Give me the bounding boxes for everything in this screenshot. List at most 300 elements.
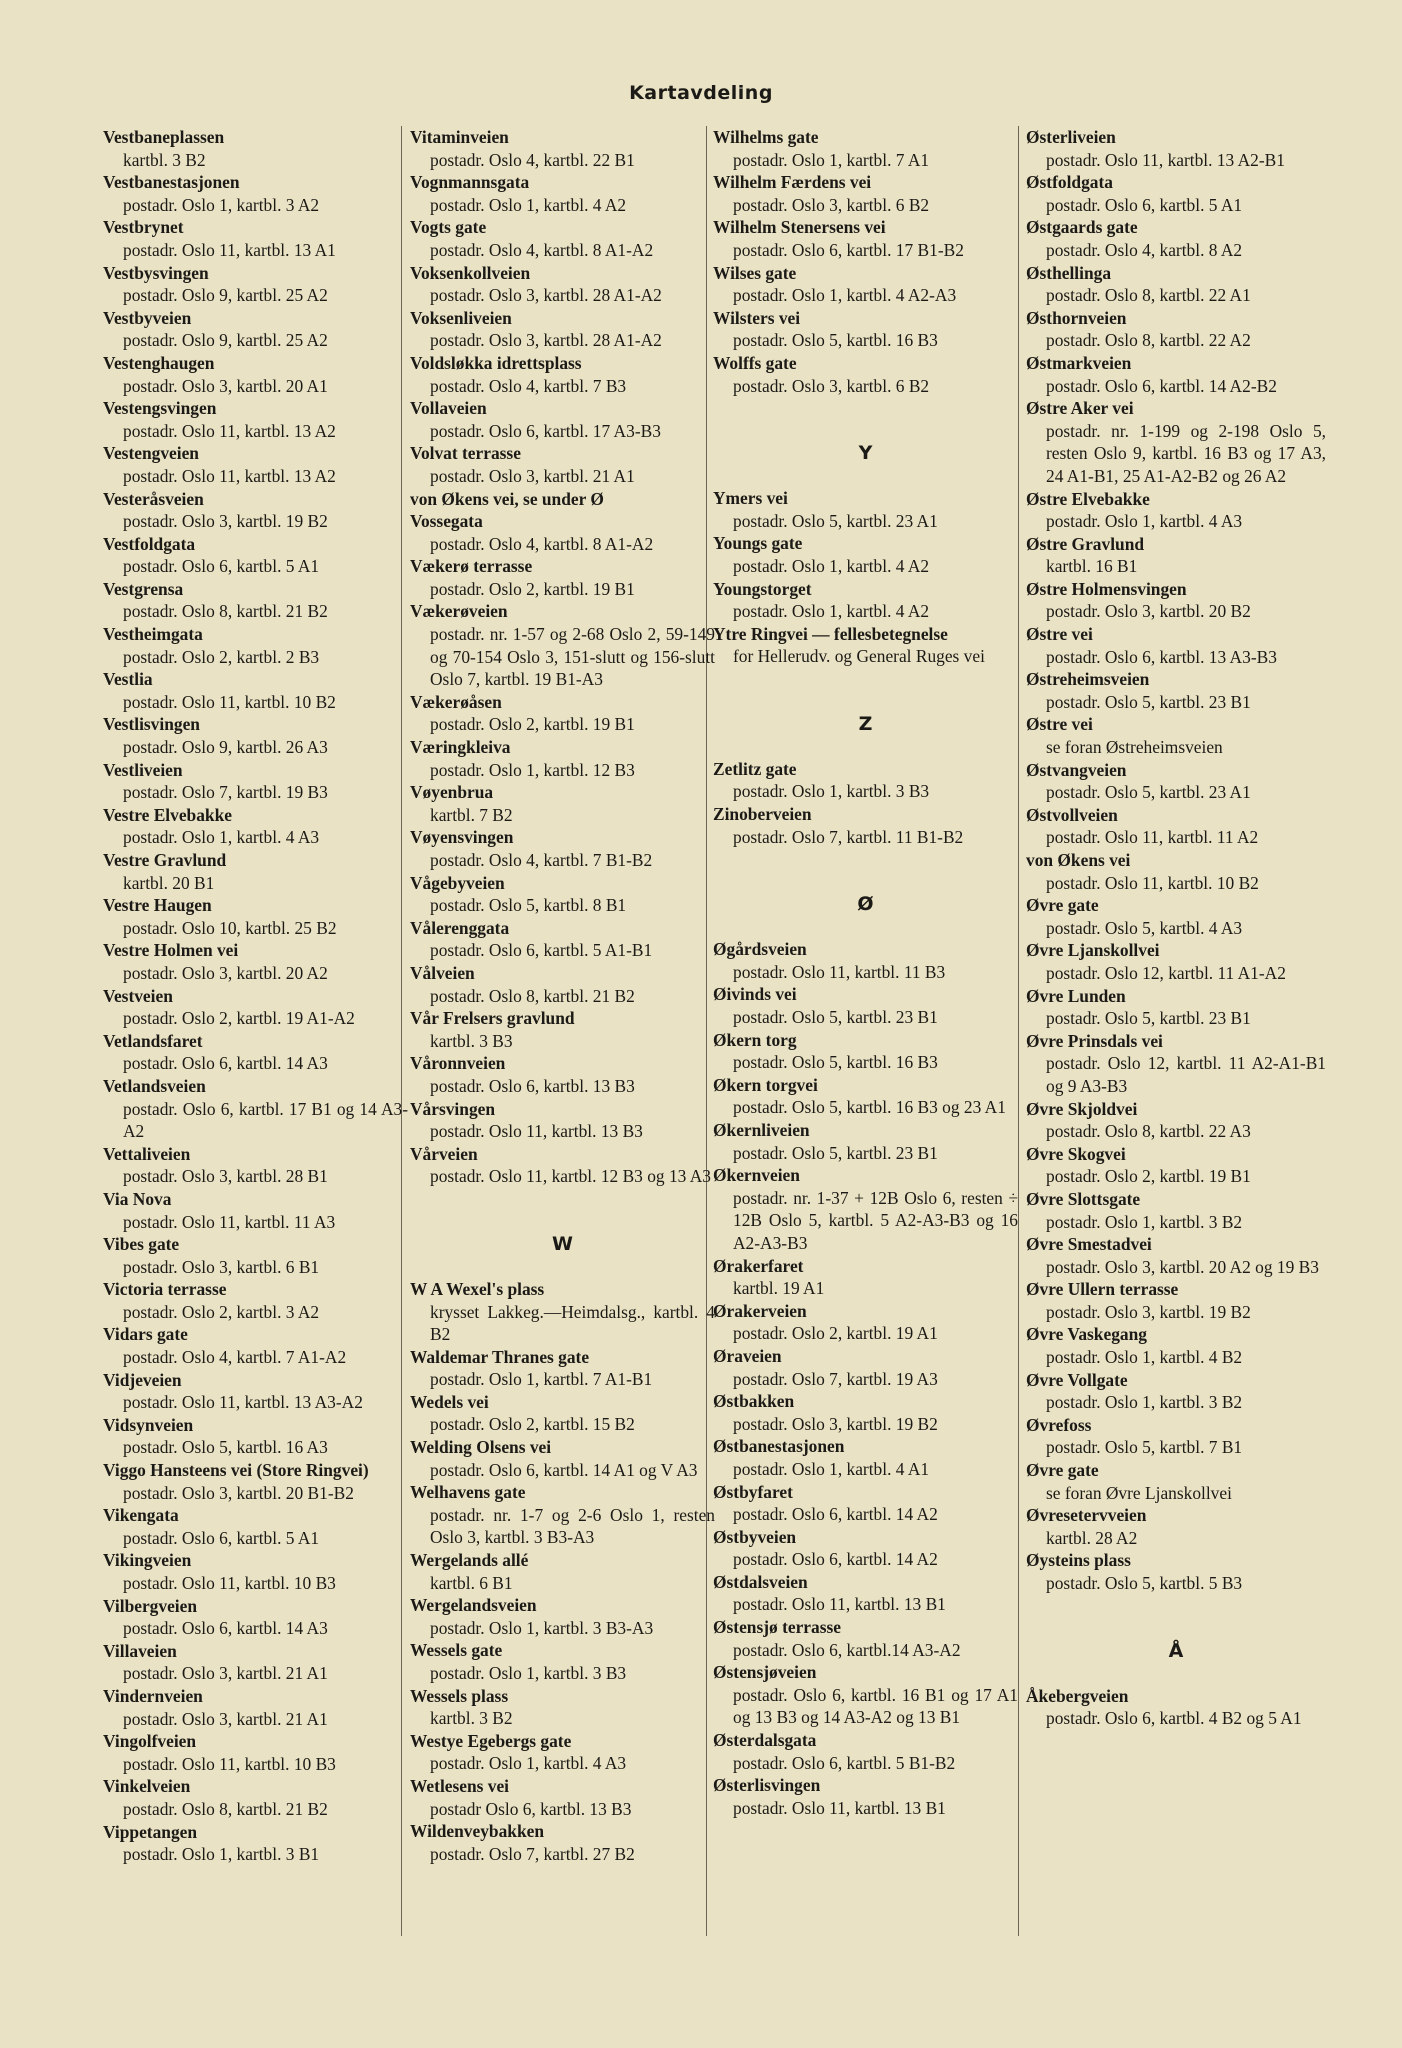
street-address: postadr. Oslo 5, kartbl. 23 B1 xyxy=(733,1007,938,1028)
street-entry xyxy=(410,1594,715,1639)
street-entry xyxy=(1026,1143,1326,1188)
street-entry xyxy=(1026,894,1326,939)
street-address: postadr. Oslo 11, kartbl. 12 B3 og 13 A3 xyxy=(430,1166,711,1187)
street-address: se foran Øvre Ljanskollvei xyxy=(1046,1482,1232,1503)
street-entry xyxy=(713,938,1018,983)
street-address: postadr. Oslo 3, kartbl. 21 A1 xyxy=(123,1708,328,1729)
street-entry xyxy=(103,352,408,397)
street-address: postadr. Oslo 3, kartbl. 28 A1-A2 xyxy=(430,285,662,306)
street-address: postadr. Oslo 1, kartbl. 7 A1-B1 xyxy=(430,1369,653,1390)
street-entry xyxy=(103,939,408,984)
street-name: Vingolfveien xyxy=(103,1731,197,1752)
street-name: Youngstorget xyxy=(713,578,812,599)
street-address: kartbl. 3 B3 xyxy=(430,1030,513,1051)
street-address: postadr Oslo 6, kartbl. 13 B3 xyxy=(430,1798,632,1819)
street-name: Østensjøveien xyxy=(713,1662,817,1683)
street-address: postadr. Oslo 3, kartbl. 20 B2 xyxy=(1046,601,1251,622)
street-address: postadr. Oslo 3, kartbl. 19 B2 xyxy=(123,511,328,532)
street-entry xyxy=(410,1820,715,1865)
street-address: postadr. Oslo 5, kartbl. 8 B1 xyxy=(430,895,627,916)
street-address: postadr. Oslo 8, kartbl. 21 B2 xyxy=(123,1798,328,1819)
street-entry xyxy=(410,442,715,487)
street-name: Østbakken xyxy=(713,1391,795,1412)
street-entry xyxy=(1026,985,1326,1030)
street-address: postadr. Oslo 5, kartbl. 23 A1 xyxy=(1046,782,1251,803)
street-entry xyxy=(713,1571,1018,1616)
street-entry xyxy=(103,1640,408,1685)
street-entry xyxy=(103,171,408,216)
street-entry xyxy=(103,578,408,623)
street-entry xyxy=(1026,1278,1326,1323)
street-entry xyxy=(1026,623,1326,668)
street-name: Voksenkollveien xyxy=(410,262,531,283)
street-entry xyxy=(1026,262,1326,307)
street-entry xyxy=(713,623,1018,668)
street-address: postadr. Oslo 2, kartbl. 15 B2 xyxy=(430,1414,635,1435)
page-title: Kartavdeling xyxy=(629,82,773,104)
street-name: Vestre Holmen vei xyxy=(103,940,239,961)
street-entry xyxy=(713,1119,1018,1164)
street-address: postadr. Oslo 8, kartbl. 21 B2 xyxy=(123,601,328,622)
street-name: Øvre gate xyxy=(1026,895,1099,916)
street-entry xyxy=(1026,713,1326,758)
street-entry xyxy=(410,1278,715,1346)
street-name: Vidsynveien xyxy=(103,1414,194,1435)
street-entry xyxy=(713,1774,1018,1819)
street-address: postadr. Oslo 2, kartbl. 19 A1-A2 xyxy=(123,1008,355,1029)
street-entry xyxy=(1026,578,1326,623)
street-entry xyxy=(103,1414,408,1459)
street-address: postadr. Oslo 3, kartbl. 20 A2 og 19 B3 xyxy=(1046,1256,1319,1277)
street-entry xyxy=(1026,307,1326,352)
street-name: Wilhelms gate xyxy=(713,127,819,147)
street-entry xyxy=(1026,1549,1326,1594)
street-name: Østvollveien xyxy=(1026,804,1118,825)
street-entry xyxy=(713,1345,1018,1390)
street-name: Vestre Haugen xyxy=(103,895,212,916)
street-name: Østre Aker vei xyxy=(1026,398,1134,419)
street-address: postadr. Oslo 7, kartbl. 11 B1-B2 xyxy=(733,826,964,847)
street-name: Økern torgvei xyxy=(713,1074,818,1095)
street-entry xyxy=(103,262,408,307)
street-name: Wilhelm Færdens vei xyxy=(713,172,872,193)
street-entry xyxy=(1026,804,1326,849)
street-entry xyxy=(713,1435,1018,1480)
street-name: Vollaveien xyxy=(410,398,487,419)
street-entry xyxy=(713,1481,1018,1526)
street-entry xyxy=(410,872,715,917)
street-address: postadr. Oslo 4, kartbl. 22 B1 xyxy=(430,149,635,170)
street-name: Vidars gate xyxy=(103,1324,188,1345)
street-name: Østre Holmensvingen xyxy=(1026,578,1187,599)
street-name: Wergelandsveien xyxy=(410,1595,537,1616)
street-name: Ytre Ringvei — fellesbetegnelse xyxy=(713,623,948,644)
street-name: Østerdalsgata xyxy=(713,1730,817,1751)
street-name: Wessels plass xyxy=(410,1685,509,1706)
street-name: Vårveien xyxy=(410,1143,478,1164)
street-entry xyxy=(103,1278,408,1323)
street-name: W A Wexel's plass xyxy=(410,1278,545,1299)
street-name: Vestre Gravlund xyxy=(103,850,227,870)
street-address: postadr. Oslo 3, kartbl. 21 A1 xyxy=(430,465,635,486)
street-entry xyxy=(410,1052,715,1097)
street-address: postadr. nr. 1-57 og 2-68 Oslo 2, 59-149 og 70-154 Oslo 3, 151-slutt og 156-slutt Oslo 7, kartbl. 19 B1-A3 xyxy=(430,624,715,690)
street-address: postadr. Oslo 6, kartbl. 16 B1 og 17 A1 og 13 B3 og 14 A3-A2 og 13 B1 xyxy=(733,1684,1018,1728)
street-address: postadr. Oslo 2, kartbl. 19 A1 xyxy=(733,1323,938,1344)
street-entry xyxy=(103,1233,408,1278)
street-address: postadr. Oslo 6, kartbl. 5 A1 xyxy=(123,556,320,577)
section-spacer xyxy=(713,848,1018,882)
street-name: von Økens vei, se under Ø xyxy=(410,488,604,509)
street-entry xyxy=(1026,1459,1326,1504)
section-spacer xyxy=(713,668,1018,702)
street-entry xyxy=(1026,126,1326,171)
street-entry xyxy=(1026,352,1326,397)
street-address: kartbl. 28 A2 xyxy=(1046,1527,1138,1548)
street-name: Østbanestasjonen xyxy=(713,1436,845,1457)
street-name: Vårsvingen xyxy=(410,1098,496,1119)
street-address: krysset Lakkeg.—Heimdalsg., kartbl. 4 B2 xyxy=(430,1301,715,1345)
street-name: Wergelands allé xyxy=(410,1550,529,1571)
street-address: postadr. Oslo 3, kartbl. 19 B2 xyxy=(733,1413,938,1434)
street-entry xyxy=(410,488,715,511)
street-name: Vikingveien xyxy=(103,1550,192,1571)
street-entry xyxy=(103,1549,408,1594)
street-name: Østbyveien xyxy=(713,1526,797,1547)
street-name: Vækerøåsen xyxy=(410,691,502,712)
street-name: Østerlisvingen xyxy=(713,1775,821,1796)
street-address: postadr. Oslo 6, kartbl. 17 A3-B3 xyxy=(430,420,661,441)
street-name: Vålveien xyxy=(410,962,475,983)
street-name: Vålerenggata xyxy=(410,917,510,938)
street-name: Vestheimgata xyxy=(103,624,203,645)
street-address: postadr. Oslo 3, kartbl. 21 A1 xyxy=(123,1663,328,1684)
street-entry xyxy=(1026,533,1326,578)
street-name: Vetlandsfaret xyxy=(103,1030,203,1051)
street-entry xyxy=(410,1730,715,1775)
street-entry xyxy=(103,1030,408,1075)
street-address: postadr. Oslo 5, kartbl. 23 B1 xyxy=(733,1142,938,1163)
street-address: postadr. Oslo 6, kartbl. 14 A2-B2 xyxy=(1046,375,1277,396)
street-address: postadr. Oslo 9, kartbl. 25 A2 xyxy=(123,330,328,351)
street-name: Vestfoldgata xyxy=(103,533,196,554)
street-entry xyxy=(713,1164,1018,1254)
street-name: Øvre Prinsdals vei xyxy=(1026,1030,1163,1051)
section-spacer xyxy=(713,397,1018,431)
street-entry xyxy=(410,1481,715,1549)
street-entry xyxy=(410,917,715,962)
street-entry xyxy=(103,894,408,939)
street-address: kartbl. 6 B1 xyxy=(430,1572,513,1593)
street-address: kartbl. 7 B2 xyxy=(430,804,513,825)
street-address: postadr. Oslo 4, kartbl. 8 A1-A2 xyxy=(430,533,654,554)
street-address: postadr. Oslo 10, kartbl. 25 B2 xyxy=(123,917,337,938)
street-entry xyxy=(1026,1369,1326,1414)
section-letter: Å xyxy=(1168,1639,1184,1662)
street-address: postadr. Oslo 4, kartbl. 7 B1-B2 xyxy=(430,850,653,870)
street-entry xyxy=(103,397,408,442)
street-entry xyxy=(410,691,715,736)
street-address: postadr. nr. 1-37 + 12B Oslo 6, resten ÷ 12B Oslo 5, kartbl. 5 A2-A3-B3 og 16 A2-A3-B3 xyxy=(733,1187,1018,1253)
street-name: Vesteråsveien xyxy=(103,488,204,509)
street-address: postadr. Oslo 1, kartbl. 4 A3 xyxy=(430,1753,627,1774)
street-name: Vøyenbrua xyxy=(410,782,494,803)
street-name: Vognmannsgata xyxy=(410,172,530,193)
street-address: postadr. Oslo 6, kartbl. 17 B1 og 14 A3-A2 xyxy=(123,1098,408,1142)
street-entry xyxy=(713,1661,1018,1729)
street-entry xyxy=(410,1346,715,1391)
street-address: postadr. Oslo 8, kartbl. 22 A1 xyxy=(1046,285,1251,306)
street-address: postadr. Oslo 5, kartbl. 16 B3 xyxy=(733,330,938,351)
street-entry xyxy=(713,1300,1018,1345)
directory-column-2 xyxy=(410,126,715,1865)
street-entry xyxy=(1026,1504,1326,1549)
street-entry xyxy=(410,352,715,397)
street-entry xyxy=(713,532,1018,577)
street-address: postadr. Oslo 5, kartbl. 23 B1 xyxy=(1046,1008,1251,1029)
column-divider xyxy=(1018,126,1019,1936)
street-address: postadr. Oslo 1, kartbl. 12 B3 xyxy=(430,759,635,780)
street-name: Øivinds vei xyxy=(713,984,797,1005)
street-name: Viggo Hansteens vei (Store Ringvei) xyxy=(103,1460,369,1481)
street-name: Victoria terrasse xyxy=(103,1279,227,1300)
street-name: Ørakerfaret xyxy=(713,1255,804,1276)
street-address: postadr. Oslo 1, kartbl. 4 B2 xyxy=(1046,1347,1243,1368)
street-name: Vestengsvingen xyxy=(103,398,217,419)
street-entry xyxy=(103,442,408,487)
street-entry xyxy=(713,803,1018,848)
street-address: postadr. Oslo 8, kartbl. 22 A2 xyxy=(1046,330,1251,351)
street-name: Øvre Slottsgate xyxy=(1026,1188,1141,1209)
street-name: Vøyensvingen xyxy=(410,827,514,848)
street-address: kartbl. 20 B1 xyxy=(123,872,215,893)
street-address: postadr. Oslo 5, kartbl. 23 A1 xyxy=(733,510,938,531)
street-address: postadr. Oslo 11, kartbl. 10 B3 xyxy=(123,1753,336,1774)
street-entry xyxy=(103,1143,408,1188)
directory-column-3 xyxy=(713,126,1018,1819)
street-name: Østvangveien xyxy=(1026,759,1127,780)
street-address: postadr. Oslo 1, kartbl. 4 A3 xyxy=(123,827,320,848)
street-entry xyxy=(410,1436,715,1481)
street-address: kartbl. 16 B1 xyxy=(1046,556,1138,577)
street-name: Vippetangen xyxy=(103,1821,198,1842)
street-name: Waldemar Thranes gate xyxy=(410,1346,590,1367)
street-name: Vår Frelsers gravlund xyxy=(410,1008,575,1029)
street-name: Østre Gravlund xyxy=(1026,533,1145,554)
street-entry xyxy=(103,307,408,352)
street-address: for Hellerudv. og General Ruges vei xyxy=(733,646,985,667)
street-entry xyxy=(103,1821,408,1866)
street-name: Vinkelveien xyxy=(103,1776,191,1797)
street-entry xyxy=(103,1369,408,1414)
street-name: Vestbaneplassen xyxy=(103,127,225,147)
section-spacer xyxy=(713,926,1018,938)
section-spacer xyxy=(410,1266,715,1278)
street-entry xyxy=(713,262,1018,307)
street-name: Vilbergveien xyxy=(103,1595,198,1616)
street-address: postadr. Oslo 7, kartbl. 19 B3 xyxy=(123,782,328,803)
street-entry xyxy=(103,533,408,578)
street-name: Østdalsveien xyxy=(713,1571,808,1592)
section-spacer xyxy=(713,746,1018,758)
street-name: Østensjø terrasse xyxy=(713,1617,841,1638)
street-entry xyxy=(103,1730,408,1775)
street-name: Wilses gate xyxy=(713,262,797,283)
street-name: Welhavens gate xyxy=(410,1482,526,1503)
street-entry xyxy=(1026,1414,1326,1459)
street-name: Økernveien xyxy=(713,1165,800,1186)
street-entry xyxy=(410,171,715,216)
street-entry xyxy=(410,1549,715,1594)
street-address: postadr. Oslo 1, kartbl. 4 A2 xyxy=(733,555,930,576)
street-address: postadr. Oslo 1, kartbl. 7 A1 xyxy=(733,149,930,170)
street-entry xyxy=(103,759,408,804)
street-entry xyxy=(1026,488,1326,533)
street-name: Vettaliveien xyxy=(103,1143,191,1164)
street-address: postadr. Oslo 5, kartbl. 7 B1 xyxy=(1046,1437,1243,1458)
street-name: Øvre Smestadvei xyxy=(1026,1234,1152,1255)
street-address: postadr. Oslo 6, kartbl. 13 A3-B3 xyxy=(1046,646,1277,667)
street-entry xyxy=(410,1098,715,1143)
street-entry xyxy=(713,578,1018,623)
street-address: postadr. Oslo 4, kartbl. 7 B3 xyxy=(430,375,627,396)
street-address: postadr. Oslo 7, kartbl. 27 B2 xyxy=(430,1843,635,1864)
street-name: Vestveien xyxy=(103,985,173,1006)
street-address: postadr. Oslo 11, kartbl. 13 A2-B1 xyxy=(1046,149,1285,170)
street-name: Volvat terrasse xyxy=(410,443,521,464)
street-address: postadr. nr. 1-7 og 2-6 Oslo 1, resten Oslo 3, kartbl. 3 B3-A3 xyxy=(430,1504,715,1548)
street-entry xyxy=(103,1188,408,1233)
street-address: postadr. Oslo 2, kartbl. 19 B1 xyxy=(430,714,635,735)
street-address: kartbl. 3 B2 xyxy=(430,1708,513,1729)
street-address: postadr. Oslo 1, kartbl. 3 B2 xyxy=(1046,1392,1243,1413)
street-name: Youngs gate xyxy=(713,533,803,554)
street-name: Westye Egebergs gate xyxy=(410,1730,572,1751)
street-entry xyxy=(103,1685,408,1730)
street-name: Vestbrynet xyxy=(103,217,184,238)
directory-column-4 xyxy=(1026,126,1326,1730)
street-name: Vågebyveien xyxy=(410,872,505,893)
street-name: Væringkleiva xyxy=(410,737,511,758)
street-address: postadr. Oslo 11, kartbl. 13 B3 xyxy=(430,1121,643,1142)
street-name: Ymers vei xyxy=(713,488,788,509)
street-address: kartbl. 3 B2 xyxy=(123,149,206,170)
street-name: Welding Olsens vei xyxy=(410,1437,552,1458)
street-address: postadr. Oslo 2, kartbl. 19 B1 xyxy=(430,578,635,599)
street-name: Øraveien xyxy=(713,1345,782,1366)
street-address: postadr. Oslo 6, kartbl. 14 A1 og V A3 xyxy=(430,1459,698,1480)
street-entry xyxy=(1026,939,1326,984)
street-name: Vossegata xyxy=(410,511,483,532)
street-entry xyxy=(1026,1188,1326,1233)
street-entry xyxy=(410,781,715,826)
street-name: Østre vei xyxy=(1026,624,1093,645)
street-entry xyxy=(1026,1233,1326,1278)
street-name: Vestbanestasjonen xyxy=(103,172,240,193)
street-entry xyxy=(1026,668,1326,713)
street-entry xyxy=(103,849,408,894)
street-name: Vestlisvingen xyxy=(103,714,200,735)
street-entry xyxy=(410,555,715,600)
street-name: Østhornveien xyxy=(1026,307,1127,328)
street-address: postadr. Oslo 6, kartbl. 14 A2 xyxy=(733,1504,938,1525)
street-address: postadr. Oslo 8, kartbl. 21 B2 xyxy=(430,985,635,1006)
street-name: von Økens vei xyxy=(1026,850,1131,870)
street-address: postadr. Oslo 6, kartbl. 5 A1 xyxy=(123,1527,320,1548)
street-name: Voldsløkka idrettsplass xyxy=(410,352,582,373)
street-name: Øgårdsveien xyxy=(713,939,807,960)
street-entry xyxy=(713,983,1018,1028)
street-name: Vetlandsveien xyxy=(103,1075,206,1096)
section-spacer xyxy=(410,1188,715,1222)
street-address: postadr. Oslo 11, kartbl. 13 A3-A2 xyxy=(123,1392,363,1413)
street-entry xyxy=(713,1390,1018,1435)
street-entry xyxy=(713,1526,1018,1571)
street-entry xyxy=(713,307,1018,352)
street-entry xyxy=(103,216,408,261)
street-entry xyxy=(410,1775,715,1820)
street-address: postadr. Oslo 1, kartbl. 3 A2 xyxy=(123,194,320,215)
street-name: Østhellinga xyxy=(1026,262,1112,283)
street-address: postadr. Oslo 11, kartbl. 10 B3 xyxy=(123,1573,336,1593)
street-address: postadr. Oslo 5, kartbl. 16 B3 xyxy=(733,1052,938,1073)
street-name: Østre Elvebakke xyxy=(1026,488,1150,509)
street-entry xyxy=(103,1075,408,1143)
street-name: Villaveien xyxy=(103,1640,177,1661)
street-entry xyxy=(1026,1030,1326,1098)
street-entry xyxy=(410,216,715,261)
street-entry xyxy=(1026,849,1326,894)
street-name: Vestengveien xyxy=(103,443,199,464)
street-name: Øysteins plass xyxy=(1026,1550,1131,1571)
street-entry xyxy=(713,1029,1018,1074)
street-entry xyxy=(713,352,1018,397)
street-name: Øvre Ljanskollvei xyxy=(1026,940,1160,961)
street-name: Wilsters vei xyxy=(713,307,801,328)
street-entry xyxy=(1026,1685,1326,1730)
street-address: postadr. Oslo 6, kartbl. 14 A2 xyxy=(733,1549,938,1570)
street-name: Økern torg xyxy=(713,1029,797,1050)
street-address: postadr. Oslo 5, kartbl. 16 B3 og 23 A1 xyxy=(733,1097,1006,1118)
street-address: postadr. Oslo 1, kartbl. 4 A2-A3 xyxy=(733,285,957,306)
street-entry xyxy=(410,962,715,1007)
street-name: Østre vei xyxy=(1026,714,1093,735)
street-address: postadr. Oslo 1, kartbl. 4 A2 xyxy=(430,194,627,215)
street-name: Øvre Skjoldvei xyxy=(1026,1098,1138,1119)
street-name: Åkebergveien xyxy=(1026,1685,1129,1706)
street-entry xyxy=(713,1255,1018,1300)
street-name: Vindernveien xyxy=(103,1685,203,1706)
street-name: Wedels vei xyxy=(410,1391,489,1412)
street-name: Vestliveien xyxy=(103,759,183,780)
street-entry xyxy=(103,1775,408,1820)
street-name: Vikengata xyxy=(103,1505,179,1526)
street-address: postadr. Oslo 1, kartbl. 3 B3 xyxy=(733,781,930,802)
street-name: Østmarkveien xyxy=(1026,352,1132,373)
street-address: postadr. Oslo 6, kartbl. 4 B2 og 5 A1 xyxy=(1046,1708,1302,1729)
street-entry xyxy=(713,1729,1018,1774)
street-address: postadr. Oslo 1, kartbl. 3 B3-A3 xyxy=(430,1617,654,1638)
street-name: Våronnveien xyxy=(410,1053,506,1074)
street-address: postadr. Oslo 1, kartbl. 4 A2 xyxy=(733,601,930,622)
street-address: postadr. Oslo 5, kartbl. 23 B1 xyxy=(1046,691,1251,712)
street-entry xyxy=(410,510,715,555)
street-name: Vestlia xyxy=(103,669,153,690)
street-name: Vestbysvingen xyxy=(103,262,209,283)
street-entry xyxy=(103,488,408,533)
street-entry xyxy=(713,487,1018,532)
street-name: Vidjeveien xyxy=(103,1369,182,1390)
